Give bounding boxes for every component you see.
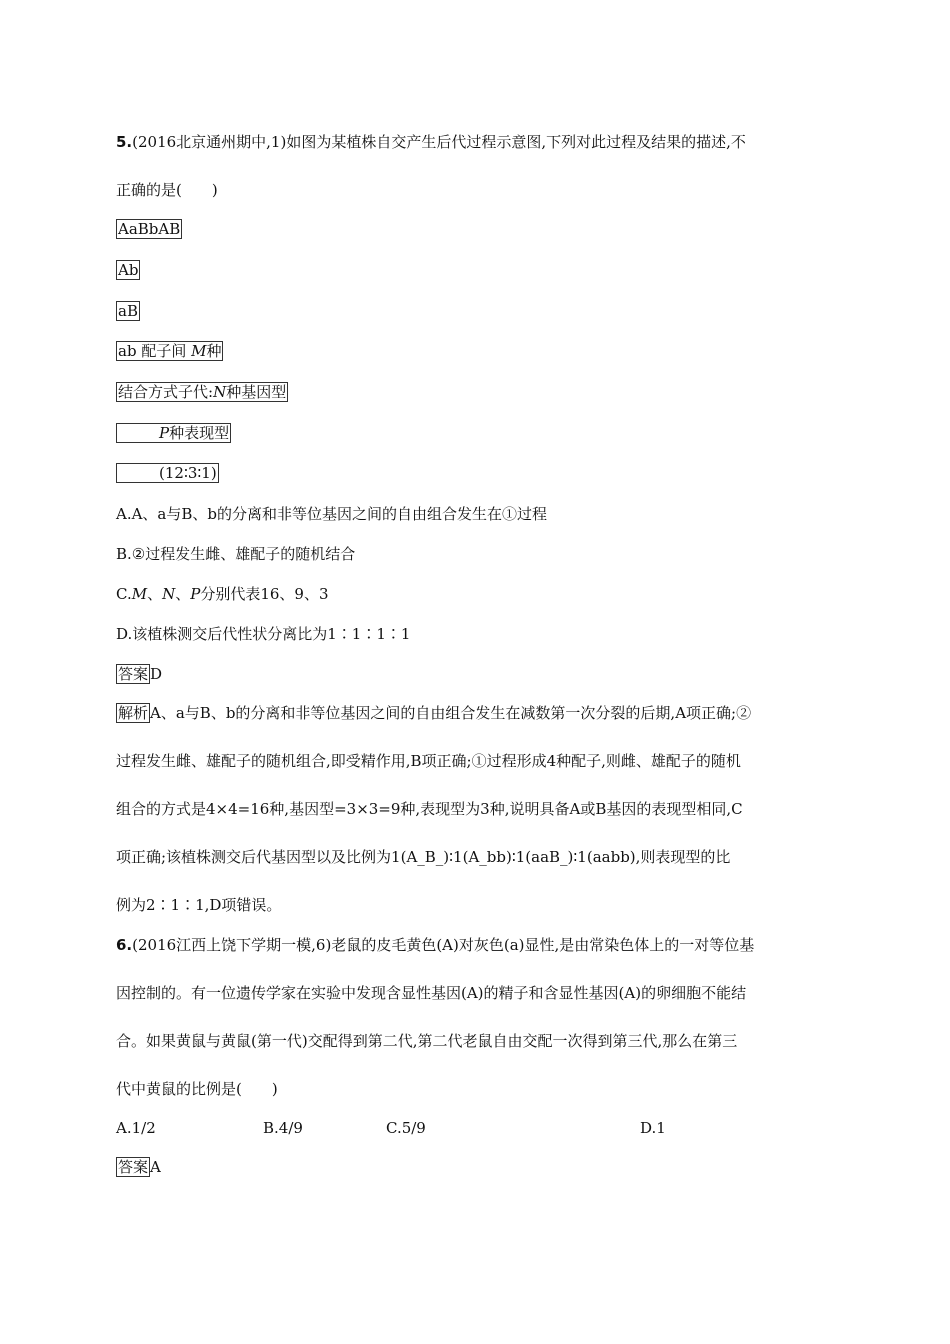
q5-stem-line-2: 正确的是( ) [116, 181, 218, 199]
q6-stem-line-1 [116, 935, 754, 955]
diagram-box-4-post: 种 [206, 342, 222, 360]
diagram-box-3-text: aB [118, 302, 138, 320]
q5-option-c-m: M [131, 585, 148, 603]
q5-option-c [116, 584, 329, 604]
diagram-box-6 [116, 423, 231, 443]
q5-answer: D [150, 665, 163, 683]
q6-option-d: D.1 [640, 1119, 666, 1137]
q6-stem-line-4: 代中黄鼠的比例是( ) [116, 1080, 278, 1098]
q5-option-c-suffix: 分别代表16、9、3 [200, 585, 329, 603]
q5-analysis-line-1 [116, 703, 751, 723]
diagram-box-5-post: 种基因型 [226, 383, 287, 401]
diagram-box-7-frame [116, 463, 219, 483]
q5-option-c-sep-2: 、 [175, 585, 191, 603]
q6-answer-tag: 答案 [118, 1158, 149, 1176]
q5-option-c-prefix: C. [116, 585, 132, 603]
q6-stem-text-1: (2016江西上饶下学期一模,6)老鼠的皮毛黄色(A)对灰色(a)显性,是由常染色体上的一对等位基 [132, 936, 755, 954]
q5-option-c-p: P [190, 585, 201, 603]
diagram-box-1 [116, 219, 182, 239]
q5-analysis-line-4: 项正确;该植株测交后代基因型以及比例为1(A_B_)∶1(A_bb)∶1(aaB_)∶1(aabb),则表现型的比 [116, 848, 731, 866]
diagram-box-6-frame [116, 423, 231, 443]
q5-analysis-line-3: 组合的方式是4×4=16种,基因型=3×3=9种,表现型为3种,说明具备A或B基因的表现型相同,C [116, 800, 743, 818]
q5-option-b: B.②过程发生雌、雄配子的随机结合 [116, 545, 356, 563]
q5-stem-line-1 [116, 132, 746, 152]
q5-analysis-text-1: A、a与B、b的分离和非等位基因之间的自由组合发生在减数第一次分裂的后期,A项正确;② [150, 704, 752, 722]
diagram-box-1-text: AaBbAB [118, 220, 181, 238]
q5-stem-text-1: (2016北京通州期中,1)如图为某植株自交产生后代过程示意图,下列对此过程及结果的描述,不 [132, 133, 746, 151]
diagram-box-6-post: 种表现型 [169, 424, 230, 442]
q6-option-a: A.1/2 [116, 1119, 156, 1137]
q5-option-a: A.A、a与B、b的分离和非等位基因之间的自由组合发生在①过程 [116, 505, 548, 523]
variable-n: N [213, 383, 227, 401]
diagram-box-3 [116, 301, 140, 321]
q6-option-b: B.4/9 [263, 1119, 303, 1137]
q6-stem-line-3: 合。如果黄鼠与黄鼠(第一代)交配得到第二代,第二代老鼠自由交配一次得到第三代,那么在第三 [116, 1032, 738, 1050]
diagram-box-7 [116, 463, 219, 483]
q5-answer-tag: 答案 [118, 665, 149, 683]
diagram-box-7-text: (12∶3∶1) [159, 464, 217, 482]
q5-analysis-line-5: 例为2∶1∶1,D项错误。 [116, 896, 282, 914]
q5-option-c-sep-1: 、 [147, 585, 163, 603]
diagram-box-2-text: Ab [118, 261, 139, 279]
q6-option-c: C.5/9 [386, 1119, 426, 1137]
q5-analysis-line-2: 过程发生雌、雄配子的随机组合,即受精作用,B项正确;①过程形成4种配子,则雌、雄配子的随机 [116, 752, 741, 770]
q6-stem-line-2: 因控制的。有一位遗传学家在实验中发现含显性基因(A)的精子和含显性基因(A)的卵细胞不能结 [116, 984, 747, 1002]
variable-p: P [159, 424, 170, 442]
diagram-box-5-pre: 结合方式子代: [118, 383, 214, 401]
diagram-box-5 [116, 382, 288, 402]
q6-number: 6. [116, 936, 133, 954]
q6-answer-line [116, 1157, 161, 1177]
q5-option-c-n: N [162, 585, 176, 603]
diagram-box-4 [116, 341, 223, 361]
q5-number: 5. [116, 133, 133, 151]
q5-answer-line [116, 664, 162, 684]
q6-answer: A [150, 1158, 161, 1176]
diagram-box-2 [116, 260, 140, 280]
variable-m: M [191, 342, 207, 360]
q5-option-d: D.该植株测交后代性状分离比为1∶1∶1∶1 [116, 625, 411, 643]
diagram-box-4-frame [116, 341, 223, 361]
diagram-box-5-frame [116, 382, 288, 402]
diagram-box-4-pre: ab 配子间 [118, 342, 192, 360]
q5-analysis-tag: 解析 [118, 704, 149, 722]
